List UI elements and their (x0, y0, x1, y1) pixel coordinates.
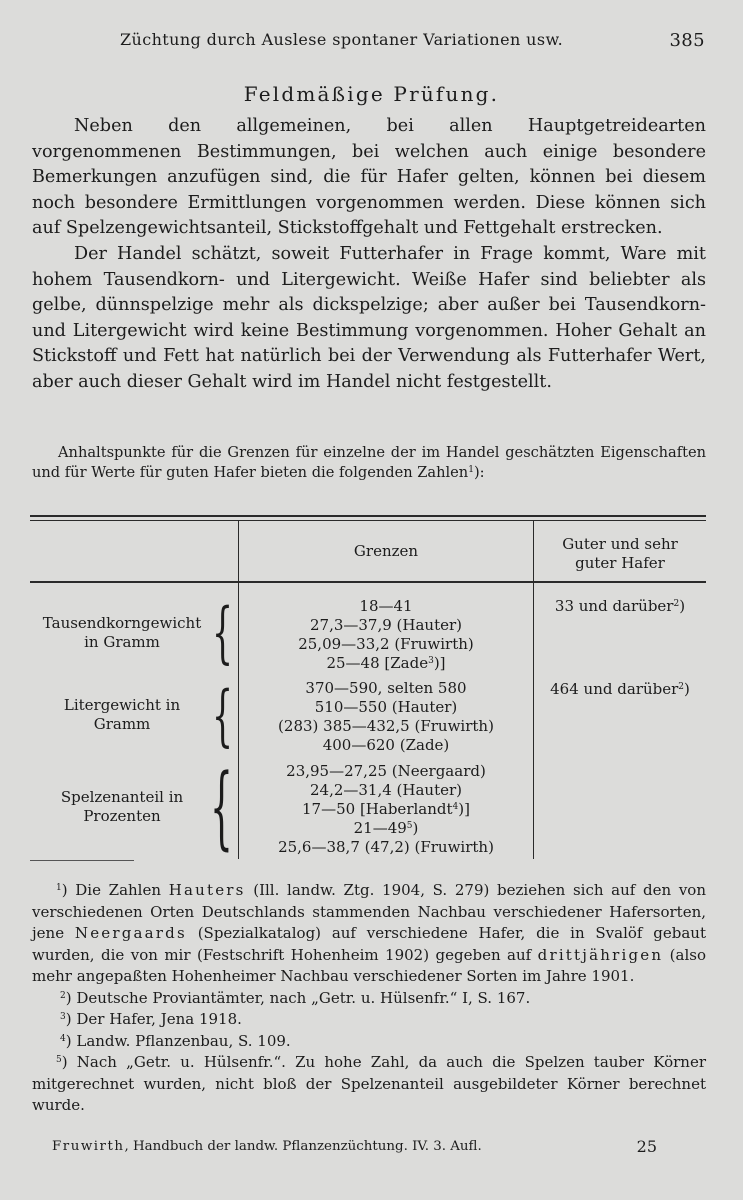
limit-value: 24,2—31,4 (Hauter) (309, 781, 463, 799)
header-good-oats (534, 535, 706, 573)
row-limits-thousand-kernel-weight (239, 597, 533, 673)
footnote-text: (Ill. landw. Ztg. 1904, S. 279) beziehen sich auf den von verschiedenen Orten Deutschlands stammenden Nachbau verschiedener Hafersorten, jene (32, 881, 706, 942)
row-label-line-2: Prozenten (83, 807, 161, 825)
row-good-thousand-kernel-weight (534, 597, 706, 616)
limit-text: 17—50 [Haberlandt (302, 800, 453, 818)
sheet-number: 25 (636, 1137, 657, 1156)
header-limits: Grenzen (353, 542, 419, 560)
running-header (120, 30, 705, 49)
limit-text: 21—49 (353, 819, 407, 837)
paragraph-2: Der Handel schätzt, soweit Futterhafer in Frage kommt, Ware mit hohem Tausendkorn- und Litergewicht. Weiße Hafer sind beliebter als gelbe, dünnspelzige mehr als dickspelzige; aber außer bei Tausendkorn- und Litergewicht wird keine Bestimmung vorgenommen. Hoher Gehalt an Stickstoff und Fett hat natürlich bei der Verwendung als Futterhafer Wert, aber auch dieser Gehalt wird im Handel nicht festgestellt. (32, 243, 706, 392)
row-label-line-2: Gramm (93, 715, 151, 733)
row-limits-liter-weight (239, 679, 533, 755)
footer-author: Fruwirth (52, 1139, 125, 1154)
table-top-rule (30, 515, 706, 517)
row-brace: { (212, 594, 234, 672)
limit-value: 23,95—27,25 (Neergaard) (286, 762, 486, 780)
footnote-mark: 5 (56, 1055, 62, 1065)
row-limits-husk-share (239, 762, 533, 857)
table-header-rule (30, 581, 706, 583)
footnote-text: ) Der Hafer, Jena 1918. (65, 1010, 242, 1028)
limit-value: 18—41 (359, 597, 413, 615)
limit-value (239, 654, 533, 673)
header-good-oats-line-2: guter Hafer (575, 554, 665, 572)
limit-value: 370—590, selten 580 (305, 679, 467, 697)
limit-value (239, 800, 533, 819)
limit-text: 25—48 [Zade (326, 654, 429, 672)
row-brace: { (212, 677, 234, 755)
limit-value (239, 819, 533, 838)
footnote-mark: 4 (60, 1033, 66, 1044)
good-value-end: ) (679, 597, 686, 615)
footnote-4 (32, 1031, 706, 1053)
limit-value: 400—620 (Zade) (322, 736, 450, 754)
footnote-ref: 4 (452, 802, 459, 812)
footnote-ref: 5 (406, 821, 413, 831)
footnote-name: Hauters (168, 881, 246, 899)
row-label-line-1: Tausendkorngewicht (42, 614, 202, 632)
table-intro (32, 443, 706, 484)
limit-value: (283) 385—432,5 (Fruwirth) (278, 717, 494, 735)
row-label-line-1: Litergewicht in (63, 696, 181, 714)
footnote-3 (32, 1009, 706, 1031)
row-label-thousand-kernel-weight (24, 614, 220, 652)
page-footer (52, 1139, 657, 1154)
row-label-line-1: Spelzenanteil in (60, 788, 184, 806)
body-text (32, 114, 706, 396)
page-number: 385 (669, 30, 705, 51)
limit-value: 27,3—37,9 (Hauter) (309, 616, 463, 634)
footnote-emphasis: drittjährigen (537, 945, 664, 964)
row-label-line-2: in Gramm (84, 633, 160, 651)
footnote-mark: 1 (56, 883, 62, 893)
running-title: Züchtung durch Auslese spontaner Variationen usw. (120, 30, 564, 49)
header-good-oats-line-1: Guter und sehr (562, 535, 678, 553)
limit-text-end: ) (412, 819, 419, 837)
footnote-text: ) Deutsche Proviantämter, nach „Getr. u. Hülsenfr.“ I, S. 167. (65, 988, 531, 1007)
footnote-2 (32, 988, 706, 1010)
footnote-text: (Spezialkatalog) auf verschiedene Hafer, die in Svalöf gebaut wurden, die von mir (Festschrift Hohenheim 1902) gegeben auf (32, 924, 706, 964)
limit-value: 25,6—38,7 (47,2) (Fruwirth) (278, 838, 494, 856)
footnote-separator (30, 860, 134, 861)
row-label-liter-weight (24, 696, 220, 734)
table-top-rule-thin (30, 520, 706, 521)
limit-value: 25,09—33,2 (Fruwirth) (298, 635, 474, 653)
row-good-liter-weight (534, 680, 706, 699)
row-label-husk-share (24, 788, 220, 826)
footnote-ref: 3 (428, 656, 434, 666)
footnote-5 (32, 1052, 706, 1117)
footnote-text: (also mehr angepaßten Hohenheimer Nachbau verschiedener Sorten im Jahre 1901. (32, 945, 706, 985)
row-brace: { (210, 755, 233, 861)
footnote-text: ) Nach „Getr. u. Hülsenfr.“. Zu hohe Zahl, da auch die Spelzen tauber Körner mitgerechnet wurden, nicht bloß der Spelzenanteil ausgebildeter Körner berechnet wurde. (32, 1053, 706, 1114)
footnote-mark: 2 (60, 990, 66, 1001)
limit-text-end: )] (433, 654, 446, 672)
footnote-1 (32, 880, 706, 988)
footnote-mark: 3 (60, 1012, 66, 1022)
footnote-ref: 2 (673, 599, 680, 609)
table-intro-end: ): (473, 464, 485, 482)
footnote-text: ) Landw. Pflanzenbau, S. 109. (65, 1031, 291, 1050)
paragraph-1: Neben den allgemeinen, bei allen Hauptgetreidearten vorgenommenen Bestimmungen, bei welchen auch einige besondere Bemerkungen anzufügen sind, die für Hafer gelten, können bei diesem noch besondere Ermittlungen vorgenommen werden. Diese können sich auf Spelzengewichtsanteil, Stickstoffgehalt und Fettgehalt erstrecken. (32, 116, 706, 239)
table-intro-text: Anhaltspunkte für die Grenzen für einzelne der im Handel geschätzten Eigenschaften und für Werte für guten Hafer bieten die folgenden Zahlen (32, 444, 706, 482)
section-title: Feldmäßige Prüfung. (243, 82, 500, 106)
good-value-end: ) (684, 680, 690, 698)
footnote-ref-1: 1 (468, 465, 474, 476)
footnotes (32, 880, 706, 1117)
footnote-ref: 2 (678, 682, 684, 692)
limit-text-end: )] (458, 800, 470, 818)
footnote-name: Neergaards (74, 924, 187, 942)
limit-value: 510—550 (Hauter) (314, 698, 458, 716)
footnote-text: ) Die Zahlen (61, 881, 169, 899)
good-value: 33 und darüber (554, 597, 674, 615)
good-value: 464 und darüber (550, 680, 679, 698)
footer-title: , Handbuch der landw. Pflanzenzüchtung. IV. 3. Aufl. (124, 1139, 482, 1154)
